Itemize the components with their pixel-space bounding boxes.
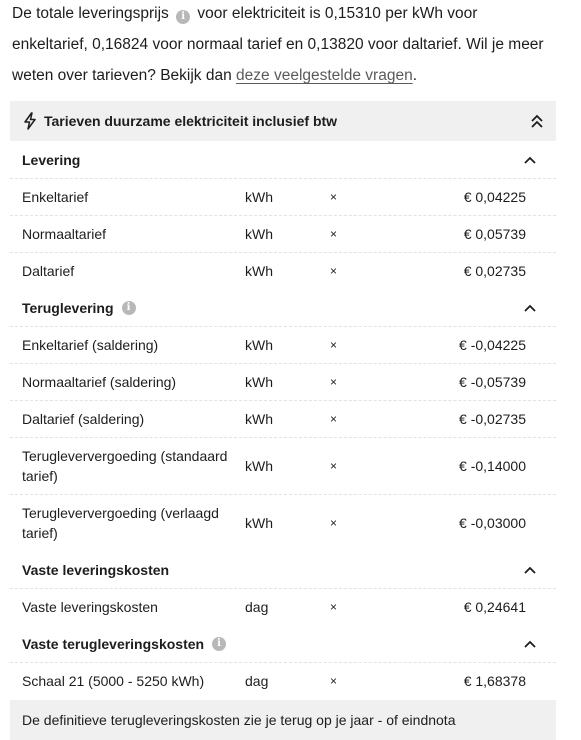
row-price: € 0,05739 [463, 226, 526, 242]
chevron-up-icon[interactable] [524, 566, 536, 574]
section-title: Teruglevering [22, 299, 114, 316]
tariff-row [10, 588, 556, 625]
row-multiply: × [330, 459, 338, 473]
row-price: € -0,04225 [459, 337, 526, 353]
section-title: Vaste leveringskosten [22, 561, 170, 578]
row-name: Daltarief (saldering) [22, 411, 145, 427]
section-header[interactable] [10, 625, 556, 662]
row-name: Terugleververgoeding (standaard tarief) [22, 448, 228, 484]
intro-text-1: De totale leveringsprijs [12, 5, 169, 22]
row-unit: kWh [245, 374, 273, 390]
row-name: Vaste leveringskosten [22, 599, 158, 615]
row-multiply: × [330, 412, 338, 426]
chevron-up-icon[interactable] [524, 304, 536, 312]
row-multiply: × [330, 516, 338, 530]
tariff-row [10, 494, 556, 551]
tariff-row [10, 215, 556, 252]
row-price: € 0,04225 [463, 189, 526, 205]
section-header[interactable] [10, 289, 556, 326]
row-name: Schaal 21 (5000 - 5250 kWh) [22, 673, 205, 689]
row-multiply: × [330, 264, 338, 278]
row-price: € -0,14000 [459, 458, 526, 474]
double-chevron-up-icon[interactable] [530, 113, 544, 129]
section-title: Vaste terugleveringskosten [22, 635, 205, 652]
row-unit: kWh [245, 515, 273, 531]
row-price: € 1,68378 [463, 673, 526, 689]
intro-end: . [412, 67, 417, 84]
tariff-card [10, 101, 556, 699]
row-unit: dag [245, 673, 269, 689]
tariff-row [10, 662, 556, 699]
row-multiply: × [330, 338, 338, 352]
row-unit: kWh [245, 337, 273, 353]
row-unit: kWh [245, 263, 273, 279]
lightning-icon [22, 112, 38, 130]
row-name: Daltarief [22, 263, 75, 279]
row-price: € -0,05739 [459, 374, 526, 390]
section-header[interactable] [10, 551, 556, 588]
tariff-row [10, 252, 556, 289]
chevron-up-icon[interactable] [524, 640, 536, 648]
info-icon[interactable]: i [212, 637, 226, 651]
tariff-row [10, 363, 556, 400]
tariff-row [10, 178, 556, 215]
info-icon[interactable]: i [176, 10, 190, 24]
row-multiply: × [330, 674, 338, 688]
row-unit: kWh [245, 458, 273, 474]
tariff-card-title: Tarieven duurzame elektriciteit inclusief btw [44, 113, 338, 129]
faq-link[interactable]: deze veelgestelde vragen [236, 67, 413, 84]
row-price: € 0,24641 [463, 599, 526, 615]
tariff-row [10, 400, 556, 437]
intro-paragraph [0, 0, 557, 91]
row-name: Enkeltarief (saldering) [22, 337, 159, 353]
row-price: € -0,02735 [459, 411, 526, 427]
row-name: Normaaltarief (saldering) [22, 374, 177, 390]
info-icon[interactable]: i [122, 301, 136, 315]
tariff-sections [10, 141, 556, 699]
tariff-row [10, 326, 556, 363]
row-multiply: × [330, 375, 338, 389]
intro-text-2: voor elektriciteit is 0,15310 per kWh voor enkeltarief, 0,16824 voor normaal tarief en 0,13820 voor daltarief. Wil je meer weten over tarieven? Bekijk dan [12, 5, 544, 84]
row-name: Terugleververgoeding (verlaagd tarief) [22, 505, 219, 541]
row-name: Enkeltarief [22, 189, 89, 205]
row-multiply: × [330, 227, 338, 241]
tariff-card-header[interactable] [10, 101, 556, 141]
row-unit: kWh [245, 189, 273, 205]
row-price: € -0,03000 [459, 515, 526, 531]
row-name: Normaaltarief [22, 226, 107, 242]
row-unit: kWh [245, 226, 273, 242]
footnote [10, 700, 556, 740]
footnote-text: De definitieve terugleveringskosten zie je terug op je jaar - of eindnota [22, 712, 456, 728]
row-unit: kWh [245, 411, 273, 427]
row-multiply: × [330, 190, 338, 204]
row-multiply: × [330, 600, 338, 614]
row-price: € 0,02735 [463, 263, 526, 279]
section-header[interactable] [10, 141, 556, 178]
tariff-row [10, 437, 556, 494]
section-title: Levering [22, 151, 81, 168]
row-unit: dag [245, 599, 269, 615]
chevron-up-icon[interactable] [524, 156, 536, 164]
